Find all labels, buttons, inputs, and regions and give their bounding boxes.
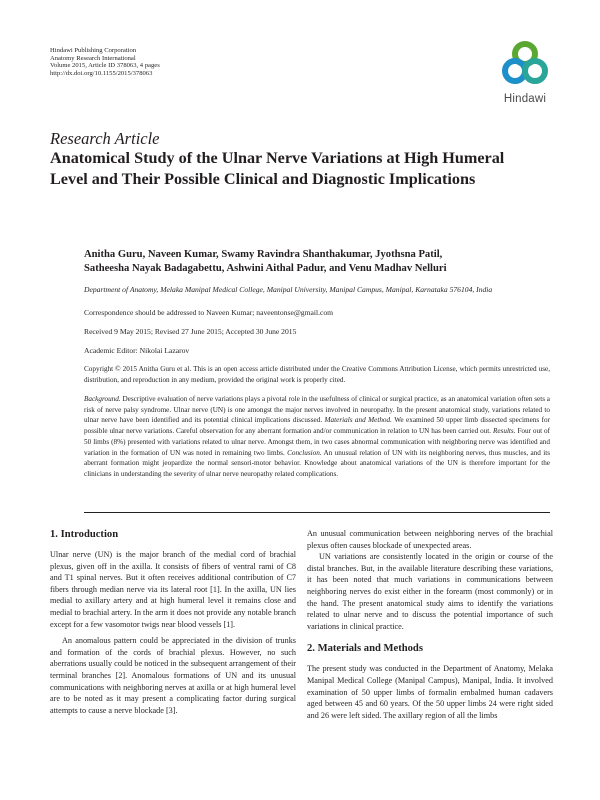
intro-paragraph-2: An anomalous pattern could be appreciated in the division of trunks and formation of the cords of brachial plexus. However, no such aberrations usually could be noticed in the subsequent arrangement of their terminal branches [2]. Anomalous formations of UN and its unusual communications with neighboring nerves at axilla or at high humeral level are to be noted as it may present a complicating factor during surgical attempts to cause a nerve blockade [3].: [50, 636, 297, 715]
doi-link[interactable]: http://dx.doi.org/10.1155/2015/378063: [50, 69, 153, 77]
intro-heading: 1. Introduction: [50, 529, 119, 540]
abstract-methods-text: We examined 50 upper limb dissected specimens for possible ulnar nerve variations. Careful observation for any aberrant formation and/or communication in relation to UN has been carried out.: [84, 416, 550, 436]
intro-paragraph-1: Ulnar nerve (UN) is the major branch of the medial cord of brachial plexus, given off in the axilla. It consists of fibers of ventral rami of C8 and T1 spinal nerves. But it often receives additional contribution of C7 fibers through median nerve via its lateral root [1]. In the axilla, UN lies medial to axillary artery and at high humeral level it remains close and medial to brachial artery. In the arm it does not provide any notable branch except for a few vasomotor twigs near blood vessels [1].: [50, 550, 296, 629]
abstract-conclusion-text: An unusual relation of UN with its neighboring nerves, thus muscles, and its aberrant formation might jeopardize the normal sensori-motor behavior. Knowledge about anatomical variations of the UN is therefore important for the clinicians in understanding the severity of ulnar nerve neuropathy related complications.: [84, 448, 550, 478]
logo-text: Hindawi: [503, 93, 547, 105]
section-divider: [84, 512, 550, 513]
methods-heading: 2. Materials and Methods: [307, 643, 423, 655]
volume-line: Volume 2015, Article ID 378063, 4 pages: [50, 62, 160, 70]
abstract-conclusion-label: Conclusion.: [287, 448, 322, 457]
affiliation: Department of Anatomy, Melaka Manipal Medical College, Manipal University, Manipal Campus, Manipal, Karnataka 576104, India: [84, 285, 493, 294]
journal-name: Anatomy Research International: [50, 54, 136, 62]
authors-line-1: Anitha Guru, Naveen Kumar, Swamy Ravindra Shanthakumar, Jyothsna Patil,: [84, 249, 443, 260]
abstract-results-text: Four out of 50 limbs (8%) presented with variations related to ulnar nerve. Amongst them, in two cases abnormal communication with neighboring nerve was identified and variation in the formation of UN was noted in remaining two limbs.: [84, 427, 551, 457]
abstract-background-label: Background.: [84, 395, 121, 403]
intro-paragraph-3: An unusual communication between neighboring nerves of the brachial plexus often causes blockade of unexpected areas.: [307, 529, 553, 550]
academic-editor: Academic Editor: Nikolai Lazarov: [84, 346, 190, 355]
publisher-name: Hindawi Publishing Corporation: [50, 47, 137, 54]
article-dates: Received 9 May 2015; Revised 27 June 2015; Accepted 30 June 2015: [84, 327, 297, 336]
correspondence: Correspondence should be addressed to Naveen Kumar; naveentonse@gmail.com: [84, 308, 334, 317]
abstract-background-text: Descriptive evaluation of nerve variations plays a pivotal role in the usefulness of clinical or surgical practice, as an anatomical variation often sets a risk of nerve palsy syndrome. Ulnar nerve (UN) is one amongst the major nerves involved in neuropathy. In the present anatomical study, variations related to ulnar nerve have been identified and its potential clinical implications discussed.: [84, 395, 550, 425]
article-type: Research Article: [50, 129, 160, 148]
abstract-methods-label: Materials and Method.: [324, 416, 392, 425]
hindawi-logo: [497, 38, 553, 108]
article-title: Anatomical Study of the Ulnar Nerve Variations at High Humeral Level and Their Possible Clinical and Diagnostic Implications: [50, 149, 505, 188]
left-column: [50, 528, 296, 716]
copyright-notice: Copyright © 2015 Anitha Guru et al. This is an open access article distributed under the Creative Commons Attribution License, which permits unrestricted use, distribution, and reproduction in any medium, provided the original work is properly cited.: [84, 365, 550, 384]
hindawi-rings-icon: [497, 38, 553, 90]
author-list: [84, 248, 564, 275]
abstract-results-label: Results.: [492, 427, 516, 436]
right-column: [307, 528, 553, 721]
intro-paragraph-4: UN variations are consistently located in the origin or course of the distal branches. But, in the available literature describing these variations, it has been noted that much variations in communications between neighboring nerves do exist either in the forearm (most commonly) or in the hand. The present anatomical study aims to identify the variations related to ulnar nerve and to discuss the potential importance of such variations in clinical practice.: [307, 552, 553, 631]
methods-paragraph-1: The present study was conducted in the Department of Anatomy, Melaka Manipal Medical College (Manipal Campus), Manipal, India. It involved examination of 50 upper limbs of formalin embalmed human cadavers aged between 45 and 60 years. Of the 50 upper limbs 24 were right sided and 26 were left sided. The axillary region of all the limbs: [307, 664, 553, 720]
abstract: [84, 394, 550, 480]
authors-line-2: Satheesha Nayak Badagabettu, Ashwini Aithal Padur, and Venu Madhav Nelluri: [84, 262, 447, 274]
publisher-info: [50, 47, 160, 77]
